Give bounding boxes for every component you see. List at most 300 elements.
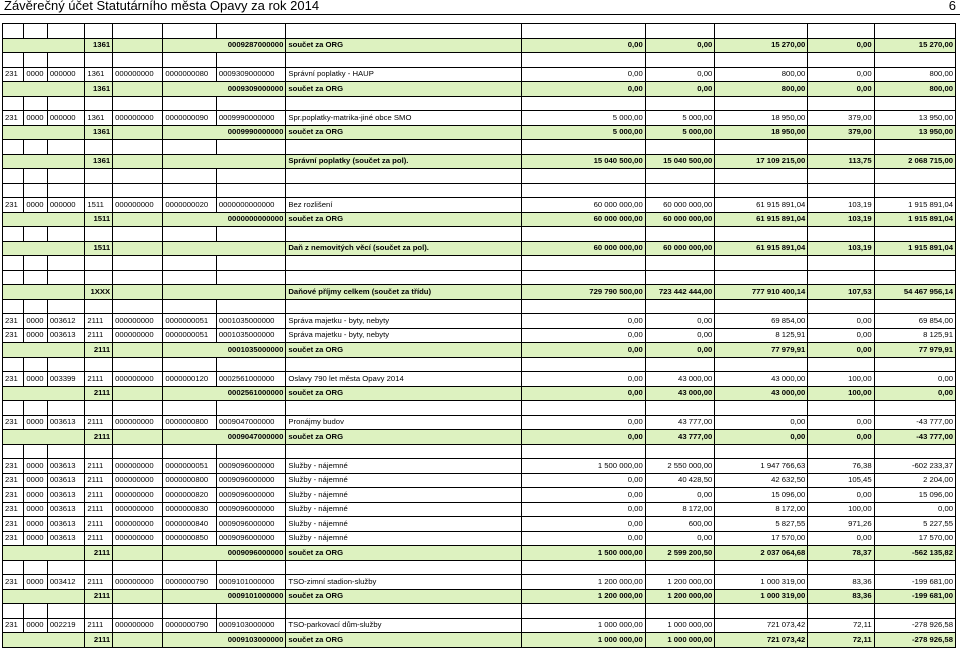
table-cell: součet za ORG — [286, 633, 521, 648]
table-cell: 13 950,00 — [874, 125, 955, 140]
table-cell: 1511 — [85, 241, 113, 256]
table-cell — [24, 227, 48, 242]
table-cell — [163, 285, 286, 300]
table-cell — [521, 604, 645, 619]
table-cell — [808, 140, 874, 155]
table-cell: 60 000 000,00 — [645, 212, 715, 227]
table-cell: 113,75 — [808, 154, 874, 169]
table-cell — [521, 299, 645, 314]
table-cell — [3, 24, 24, 39]
table-cell — [645, 96, 715, 111]
table-cell — [874, 401, 955, 416]
table-cell: 8 125,91 — [874, 328, 955, 343]
table-cell — [113, 24, 163, 39]
table-cell: 2 550 000,00 — [645, 459, 715, 474]
table-cell — [216, 357, 286, 372]
table-cell: 0009096000000 — [216, 488, 286, 503]
table-cell: 1 000 000,00 — [645, 633, 715, 648]
table-cell: -43 777,00 — [874, 430, 955, 445]
subtotal-row — [3, 430, 956, 445]
table-cell: 721 073,42 — [715, 618, 808, 633]
table-cell: 0,00 — [808, 343, 874, 358]
table-row — [3, 415, 956, 430]
table-cell: 18 950,00 — [715, 111, 808, 126]
table-cell: 231 — [3, 67, 24, 82]
table-cell: 0,00 — [521, 488, 645, 503]
subtotal-row — [3, 212, 956, 227]
table-cell: 103,19 — [808, 241, 874, 256]
table-cell — [113, 140, 163, 155]
table-cell — [216, 256, 286, 271]
table-cell — [874, 604, 955, 619]
page-title: Závěrečný účet Statutárního města Opavy za rok 2014 — [4, 0, 320, 13]
table-cell — [113, 589, 163, 604]
table-cell — [24, 24, 48, 39]
table-cell: 1 915 891,04 — [874, 198, 955, 213]
table-cell — [85, 53, 113, 68]
table-cell: 0,00 — [874, 372, 955, 387]
table-cell — [3, 430, 85, 445]
table-cell: Správní poplatky (součet za pol). — [286, 154, 521, 169]
table-cell: 1 000 000,00 — [521, 618, 645, 633]
table-cell — [85, 24, 113, 39]
table-cell: 000000000 — [113, 372, 163, 387]
table-cell: 60 000 000,00 — [521, 241, 645, 256]
table-cell — [163, 169, 216, 184]
table-cell: 0,00 — [715, 430, 808, 445]
table-cell: 231 — [3, 517, 24, 532]
table-cell — [3, 604, 24, 619]
table-cell — [47, 140, 84, 155]
table-cell — [645, 357, 715, 372]
table-cell: součet za ORG — [286, 386, 521, 401]
table-cell: 1XXX — [85, 285, 113, 300]
table-cell — [113, 53, 163, 68]
table-cell: 0,00 — [645, 38, 715, 53]
table-cell: 0009103000000 — [216, 618, 286, 633]
table-cell — [216, 24, 286, 39]
table-cell: 61 915 891,04 — [715, 241, 808, 256]
table-cell — [113, 343, 163, 358]
table-cell: 60 000 000,00 — [645, 241, 715, 256]
table-cell — [47, 604, 84, 619]
table-cell: 2111 — [85, 575, 113, 590]
table-cell — [3, 241, 85, 256]
table-cell: 0009103000000 — [163, 633, 286, 648]
table-cell: 0000000000000 — [216, 198, 286, 213]
table-cell — [113, 212, 163, 227]
table-cell: 0001035000000 — [163, 343, 286, 358]
table-cell — [24, 256, 48, 271]
table-cell — [286, 24, 521, 39]
table-cell: 002219 — [47, 618, 84, 633]
table-cell: 0009096000000 — [216, 531, 286, 546]
table-cell: 2111 — [85, 430, 113, 445]
table-cell — [3, 444, 24, 459]
table-cell — [874, 560, 955, 575]
subtotal-row — [3, 154, 956, 169]
table-cell — [47, 169, 84, 184]
table-cell: 0,00 — [521, 372, 645, 387]
table-cell — [113, 82, 163, 97]
table-cell: 0,00 — [874, 502, 955, 517]
table-cell: 003613 — [47, 517, 84, 532]
table-cell — [286, 169, 521, 184]
table-cell — [874, 169, 955, 184]
table-cell: 0,00 — [645, 67, 715, 82]
table-cell: 43 777,00 — [645, 415, 715, 430]
table-cell: 231 — [3, 111, 24, 126]
table-cell: 000000000 — [113, 198, 163, 213]
spacer-row — [3, 169, 956, 184]
table-cell: 15 040 500,00 — [645, 154, 715, 169]
table-cell: 000000000 — [113, 488, 163, 503]
table-cell: 231 — [3, 618, 24, 633]
table-cell — [715, 227, 808, 242]
table-cell — [3, 140, 24, 155]
table-cell: součet za ORG — [286, 343, 521, 358]
table-cell: 83,36 — [808, 589, 874, 604]
table-cell: 0000000830 — [163, 502, 216, 517]
subtotal-row — [3, 546, 956, 561]
table-cell — [113, 38, 163, 53]
table-cell — [216, 96, 286, 111]
table-cell: 777 910 400,14 — [715, 285, 808, 300]
table-cell: -199 681,00 — [874, 575, 955, 590]
table-cell: 0009047000000 — [163, 430, 286, 445]
table-cell: 000000000 — [113, 517, 163, 532]
table-cell — [808, 401, 874, 416]
table-cell: 1361 — [85, 154, 113, 169]
table-cell: 43 000,00 — [715, 372, 808, 387]
table-cell: 003613 — [47, 415, 84, 430]
table-cell — [85, 270, 113, 285]
table-cell — [216, 444, 286, 459]
table-cell — [85, 140, 113, 155]
table-cell — [808, 227, 874, 242]
table-cell: 0000 — [24, 618, 48, 633]
table-cell: 0,00 — [645, 328, 715, 343]
table-cell — [874, 53, 955, 68]
table-cell: 2111 — [85, 633, 113, 648]
subtotal-row — [3, 386, 956, 401]
table-cell: 0,00 — [645, 314, 715, 329]
table-cell: 0,00 — [808, 488, 874, 503]
table-cell — [163, 401, 216, 416]
table-cell: 0009096000000 — [216, 459, 286, 474]
spacer-row — [3, 604, 956, 619]
table-cell: 000000000 — [113, 473, 163, 488]
table-cell: 0000 — [24, 473, 48, 488]
table-cell: 000000000 — [113, 575, 163, 590]
table-cell — [3, 401, 24, 416]
table-cell — [85, 444, 113, 459]
budget-table — [2, 23, 956, 648]
table-cell: 40 428,50 — [645, 473, 715, 488]
table-cell — [113, 386, 163, 401]
table-cell: 2 037 064,68 — [715, 546, 808, 561]
table-cell — [3, 285, 85, 300]
table-cell — [85, 227, 113, 242]
table-cell: 231 — [3, 415, 24, 430]
table-cell — [85, 183, 113, 198]
table-cell — [808, 24, 874, 39]
table-cell — [3, 212, 85, 227]
table-cell: 0,00 — [808, 314, 874, 329]
table-cell — [3, 546, 85, 561]
table-cell — [874, 270, 955, 285]
table-cell: 003399 — [47, 372, 84, 387]
table-cell: 8 125,91 — [715, 328, 808, 343]
table-cell: 0000 — [24, 372, 48, 387]
table-cell — [874, 227, 955, 242]
table-cell: 0002561000000 — [216, 372, 286, 387]
table-cell: součet za ORG — [286, 82, 521, 97]
table-cell: 5 000,00 — [645, 125, 715, 140]
table-cell — [24, 270, 48, 285]
table-cell: 0,00 — [521, 531, 645, 546]
table-cell: 0009990000000 — [216, 111, 286, 126]
table-cell: 18 950,00 — [715, 125, 808, 140]
table-cell — [645, 604, 715, 619]
table-cell: 003613 — [47, 473, 84, 488]
table-cell: Správa majetku - byty, nebyty — [286, 314, 521, 329]
table-cell — [163, 154, 286, 169]
table-cell: 231 — [3, 575, 24, 590]
table-cell — [3, 589, 85, 604]
table-cell: 0009309000000 — [163, 82, 286, 97]
table-cell: 8 172,00 — [645, 502, 715, 517]
table-cell — [874, 299, 955, 314]
table-cell: 723 442 444,00 — [645, 285, 715, 300]
table-cell — [216, 604, 286, 619]
table-cell — [715, 444, 808, 459]
table-cell: 0000000850 — [163, 531, 216, 546]
table-cell — [24, 96, 48, 111]
table-cell: 1511 — [85, 198, 113, 213]
table-cell — [216, 401, 286, 416]
table-cell: Správní poplatky - HAUP — [286, 67, 521, 82]
table-cell — [85, 256, 113, 271]
table-cell: 2111 — [85, 473, 113, 488]
table-cell — [286, 227, 521, 242]
table-cell — [85, 299, 113, 314]
table-cell: 0000000051 — [163, 328, 216, 343]
table-cell: Služby - nájemné — [286, 517, 521, 532]
table-cell — [85, 96, 113, 111]
table-cell: 003412 — [47, 575, 84, 590]
table-cell: 0000000051 — [163, 314, 216, 329]
table-cell — [715, 299, 808, 314]
spacer-row — [3, 256, 956, 271]
table-cell — [47, 401, 84, 416]
table-cell — [808, 96, 874, 111]
table-cell: Služby - nájemné — [286, 459, 521, 474]
table-cell: -278 926,58 — [874, 618, 955, 633]
table-cell — [47, 256, 84, 271]
table-cell — [113, 241, 163, 256]
table-cell: 000000000 — [113, 502, 163, 517]
table-cell — [113, 169, 163, 184]
table-cell: 0000000080 — [163, 67, 216, 82]
table-cell: 0,00 — [808, 415, 874, 430]
table-cell: 0,00 — [715, 415, 808, 430]
table-cell — [3, 343, 85, 358]
table-cell: 2111 — [85, 343, 113, 358]
table-cell — [286, 270, 521, 285]
table-cell: 103,19 — [808, 198, 874, 213]
table-cell: 17 109 215,00 — [715, 154, 808, 169]
table-cell — [521, 270, 645, 285]
table-cell: 77 979,91 — [874, 343, 955, 358]
table-cell: 1 000 319,00 — [715, 575, 808, 590]
table-cell — [163, 560, 216, 575]
table-cell: 600,00 — [645, 517, 715, 532]
table-cell: 003613 — [47, 502, 84, 517]
table-cell — [3, 270, 24, 285]
table-cell: Spr.poplatky-matrika-jiné obce SMO — [286, 111, 521, 126]
table-cell — [113, 183, 163, 198]
table-cell — [24, 140, 48, 155]
table-cell — [808, 270, 874, 285]
table-cell — [163, 183, 216, 198]
table-cell: 0000 — [24, 111, 48, 126]
table-cell — [47, 183, 84, 198]
table-cell — [24, 560, 48, 575]
table-cell — [3, 299, 24, 314]
table-cell — [113, 270, 163, 285]
table-cell — [24, 183, 48, 198]
table-cell — [3, 82, 85, 97]
table-cell — [47, 53, 84, 68]
table-cell: 231 — [3, 328, 24, 343]
table-cell — [715, 53, 808, 68]
table-cell: TSO-zimní stadion-služby — [286, 575, 521, 590]
table-cell — [24, 401, 48, 416]
table-cell: 000000000 — [113, 67, 163, 82]
table-cell — [286, 604, 521, 619]
table-cell: 17 570,00 — [874, 531, 955, 546]
table-cell — [286, 256, 521, 271]
table-cell — [808, 357, 874, 372]
table-cell: 100,00 — [808, 502, 874, 517]
spacer-row — [3, 96, 956, 111]
table-cell: 0009047000000 — [216, 415, 286, 430]
table-cell — [874, 357, 955, 372]
table-cell — [286, 560, 521, 575]
table-cell: 1 200 000,00 — [521, 575, 645, 590]
table-cell — [521, 357, 645, 372]
table-cell: 0000000051 — [163, 459, 216, 474]
table-cell: 15 096,00 — [874, 488, 955, 503]
table-cell: 69 854,00 — [715, 314, 808, 329]
table-cell: 231 — [3, 459, 24, 474]
table-cell: 0,00 — [808, 531, 874, 546]
table-cell: Služby - nájemné — [286, 531, 521, 546]
table-cell: 1 000 319,00 — [715, 589, 808, 604]
table-cell: 0009309000000 — [216, 67, 286, 82]
table-cell: 1 915 891,04 — [874, 241, 955, 256]
table-cell: 003613 — [47, 459, 84, 474]
table-cell — [163, 53, 216, 68]
table-cell — [645, 270, 715, 285]
table-cell — [85, 401, 113, 416]
table-cell — [163, 357, 216, 372]
table-cell: součet za ORG — [286, 38, 521, 53]
table-cell — [113, 299, 163, 314]
table-cell: 42 632,50 — [715, 473, 808, 488]
table-cell — [216, 183, 286, 198]
page-number: 6 — [948, 0, 956, 13]
spacer-row — [3, 24, 956, 39]
table-cell: 003613 — [47, 531, 84, 546]
table-cell: 60 000 000,00 — [645, 198, 715, 213]
table-cell — [715, 183, 808, 198]
table-cell — [216, 560, 286, 575]
table-cell: 0000 — [24, 328, 48, 343]
subtotal-row — [3, 241, 956, 256]
table-cell: 1 000 000,00 — [521, 633, 645, 648]
table-cell — [47, 24, 84, 39]
table-cell — [3, 169, 24, 184]
table-cell: 0,00 — [874, 386, 955, 401]
table-cell: 0,00 — [645, 488, 715, 503]
table-cell: 0,00 — [521, 502, 645, 517]
table-cell: 83,36 — [808, 575, 874, 590]
table-row — [3, 473, 956, 488]
table-cell: 0000000000000 — [163, 212, 286, 227]
table-cell: -602 233,37 — [874, 459, 955, 474]
subtotal-row — [3, 38, 956, 53]
table-cell: 231 — [3, 372, 24, 387]
table-cell: 2111 — [85, 531, 113, 546]
table-row — [3, 517, 956, 532]
table-cell: 2111 — [85, 328, 113, 343]
table-row — [3, 372, 956, 387]
table-cell — [874, 256, 955, 271]
table-cell: TSO-parkovací dům-služby — [286, 618, 521, 633]
table-cell — [286, 299, 521, 314]
table-cell — [113, 444, 163, 459]
table-row — [3, 575, 956, 590]
table-cell — [163, 256, 216, 271]
subtotal-row — [3, 589, 956, 604]
table-cell: -562 135,82 — [874, 546, 955, 561]
table-cell: 78,37 — [808, 546, 874, 561]
table-cell: 43 000,00 — [645, 372, 715, 387]
table-cell: 0002561000000 — [163, 386, 286, 401]
table-cell: 0000 — [24, 415, 48, 430]
table-cell: součet za ORG — [286, 212, 521, 227]
table-cell: 000000 — [47, 198, 84, 213]
table-row — [3, 488, 956, 503]
table-cell — [521, 96, 645, 111]
table-cell — [874, 444, 955, 459]
spacer-row — [3, 444, 956, 459]
table-cell — [808, 183, 874, 198]
subtotal-row — [3, 125, 956, 140]
table-cell: 15 040 500,00 — [521, 154, 645, 169]
subtotal-row — [3, 633, 956, 648]
table-cell — [113, 546, 163, 561]
table-cell: 43 000,00 — [715, 386, 808, 401]
table-cell — [521, 169, 645, 184]
table-cell: 000000000 — [113, 314, 163, 329]
table-cell: 0009096000000 — [216, 502, 286, 517]
table-cell: 000000000 — [113, 459, 163, 474]
table-cell — [163, 270, 216, 285]
table-cell: 0,00 — [808, 82, 874, 97]
